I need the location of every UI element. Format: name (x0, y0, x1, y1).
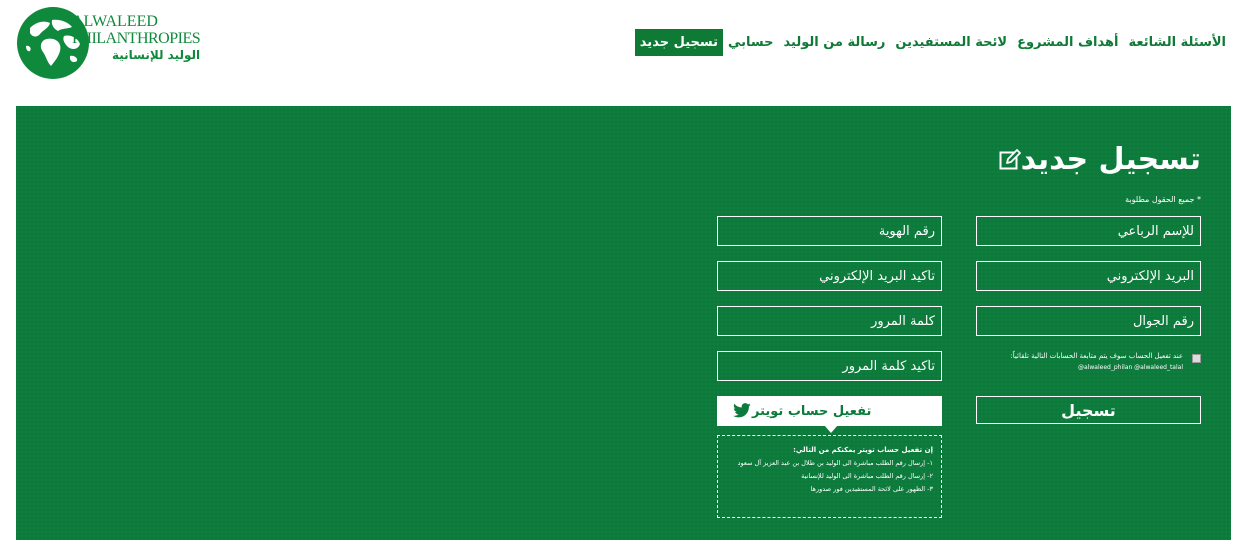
required-note: * جميع الحقول مطلوبة (1125, 195, 1201, 204)
twitter-info-title: إن تفعيل حساب تويتر يمكنكم من التالي: (793, 446, 933, 454)
twitter-info-line: ٢- إرسال رقم الطلب مباشرة الى الوليد للإنسانية (801, 472, 933, 480)
email-confirm-input[interactable] (717, 261, 942, 291)
nav-goals[interactable]: أهداف المشروع (1017, 35, 1119, 50)
twitter-info-line: ١- إرسال رقم الطلب مباشرة الى الوليد بن طلال بن عبد العزيز آل سعود (737, 459, 933, 467)
main-nav (635, 29, 1231, 56)
id-number-input[interactable] (717, 216, 942, 246)
registration-panel (16, 106, 1231, 540)
mobile-input[interactable] (976, 306, 1201, 336)
follow-accounts-text: عند تفعيل الحساب سوف يتم متابعة الحسابات التالية تلقائياً: (1010, 352, 1183, 360)
edit-icon (999, 149, 1021, 171)
nav-message[interactable]: رسالة من الوليد (783, 35, 886, 50)
twitter-info-line: ٣- الظهور على لائحة المستفيدين فور صدورها (810, 485, 933, 493)
logo-arabic: الوليد للإنسانية (111, 48, 201, 62)
twitter-arrow (824, 425, 838, 433)
page-title: تسجيل جديد (1020, 142, 1201, 177)
follow-accounts-handles: @alwaleed_philan @alwaleed_talal (1078, 364, 1183, 371)
password-input[interactable] (717, 306, 942, 336)
nav-beneficiaries[interactable]: لائحة المستفيدين (895, 35, 1008, 50)
twitter-bird-icon (732, 403, 752, 419)
follow-accounts-option (976, 350, 1201, 374)
logo-line-1: ALWALEED (72, 13, 158, 30)
follow-accounts-checkbox[interactable] (1192, 354, 1201, 363)
password-confirm-input[interactable] (717, 351, 942, 381)
form-header (985, 142, 1201, 177)
twitter-info-box (717, 435, 942, 518)
nav-register[interactable]: تسجيل جديد (635, 29, 723, 56)
logo-text (72, 14, 200, 61)
twitter-button-label: تفعيل حساب تويتر (752, 403, 872, 419)
logo-line-2: PHILANTHROPIES (72, 30, 201, 47)
brand-logo[interactable] (16, 6, 216, 82)
email-input[interactable] (976, 261, 1201, 291)
nav-my-account[interactable]: حسابي (727, 35, 774, 50)
full-name-input[interactable] (976, 216, 1201, 246)
register-button[interactable]: تسجيل (976, 396, 1201, 424)
nav-faq[interactable]: الأسئلة الشائعة (1128, 35, 1226, 50)
twitter-activate-button[interactable] (717, 396, 942, 426)
